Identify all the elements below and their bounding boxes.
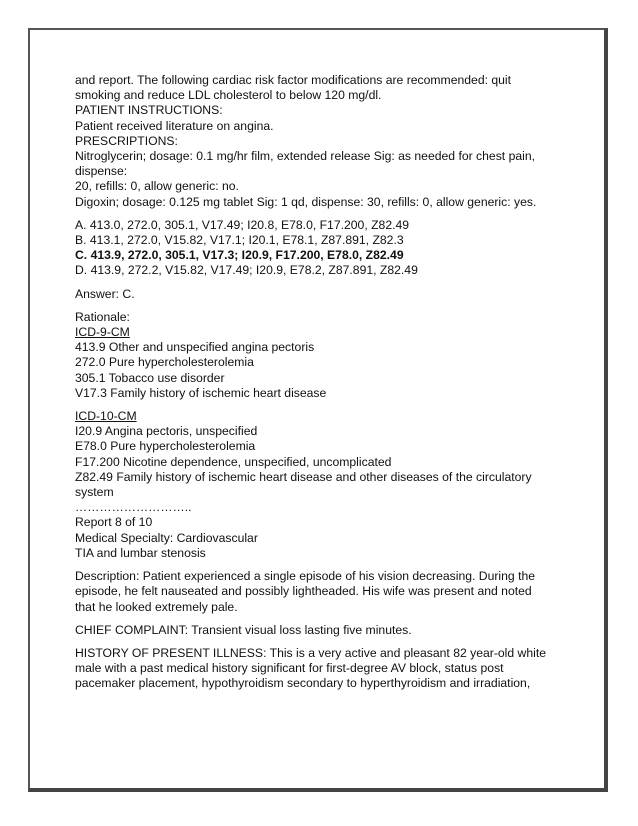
option-b: B. 413.1, 272.0, V15.82, V17.1; I20.1, E78.1, Z87.891, Z82.3 (75, 233, 404, 248)
spacer (75, 638, 575, 646)
icd10-item: system (75, 485, 114, 500)
text-line: dispense: (75, 164, 128, 179)
option-a: A. 413.0, 272.0, 305.1, V17.49; I20.8, E78.0, F17.200, Z82.49 (75, 217, 410, 232)
spacer (75, 302, 575, 310)
icd9-heading: ICD-9-CM (75, 325, 130, 340)
icd9-item: 272.0 Pure hypercholesterolemia (75, 355, 254, 370)
text-line: and report. The following cardiac risk factor modifications are recommended: quit (75, 73, 512, 87)
text-line: Patient received literature on angina. (75, 118, 274, 133)
option-d: D. 413.9, 272.2, V15.82, V17.49; I20.9, E78.2, Z87.891, Z82.49 (75, 263, 418, 278)
text-line: Digoxin; dosage: 0.125 mg tablet Sig: 1 qd, dispense: 30, refills: 0, allow generic: yes. (75, 194, 537, 209)
icd9-item: 413.9 Other and unspecified angina pectoris (75, 340, 315, 355)
icd10-item: F17.200 Nicotine dependence, unspecified, uncomplicated (75, 454, 392, 469)
report-specialty: Medical Specialty: Cardiovascular (75, 530, 258, 545)
separator-dots: ……………………….. (75, 500, 192, 515)
spacer (75, 210, 575, 218)
icd10-item: E78.0 Pure hypercholesterolemia (75, 439, 256, 454)
icd9-item: V17.3 Family history of ischemic heart disease (75, 385, 327, 400)
section-heading: PATIENT INSTRUCTIONS: (75, 103, 223, 118)
icd10-item: I20.9 Angina pectoris, unspecified (75, 424, 258, 439)
answer: Answer: C. (75, 286, 135, 301)
icd10-heading: ICD-10-CM (75, 409, 137, 424)
spacer (75, 561, 575, 569)
spacer (75, 279, 575, 287)
text-line: Nitroglycerin; dosage: 0.1 mg/hr film, extended release Sig: as needed for chest pain, (75, 149, 535, 164)
history-line: pacemaker placement, hypothyroidism secondary to hyperthyroidism and irradiation, (75, 676, 531, 691)
document-body (75, 73, 575, 692)
spacer (75, 401, 575, 409)
option-c: C. 413.9, 272.0, 305.1, V17.3; I20.9, F17.200, E78.0, Z82.49 (75, 248, 404, 263)
icd10-item: Z82.49 Family history of ischemic heart disease and other diseases of the circulatory (75, 469, 532, 484)
description-line: Description: Patient experienced a single episode of his vision decreasing. During the (75, 569, 536, 584)
description-line: episode, he felt nauseated and possibly lightheaded. His wife was present and noted (75, 584, 532, 599)
section-heading: PRESCRIPTIONS: (75, 133, 178, 148)
text-line: 20, refills: 0, allow generic: no. (75, 179, 239, 194)
description-line: that he looked extremely pale. (75, 599, 238, 614)
rationale-heading: Rationale: (75, 309, 130, 324)
history-line: male with a past medical history significant for first-degree AV block, status post (75, 661, 504, 676)
chief-complaint: CHIEF COMPLAINT: Transient visual loss lasting five minutes. (75, 622, 412, 637)
report-title: TIA and lumbar stenosis (75, 545, 206, 560)
icd9-item: 305.1 Tobacco use disorder (75, 370, 225, 385)
report-number: Report 8 of 10 (75, 515, 153, 530)
text-line: smoking and reduce LDL cholesterol to below 120 mg/dl. (75, 88, 382, 103)
spacer (75, 615, 575, 623)
history-line: HISTORY OF PRESENT ILLNESS: This is a very active and pleasant 82 year-old white (75, 645, 547, 660)
